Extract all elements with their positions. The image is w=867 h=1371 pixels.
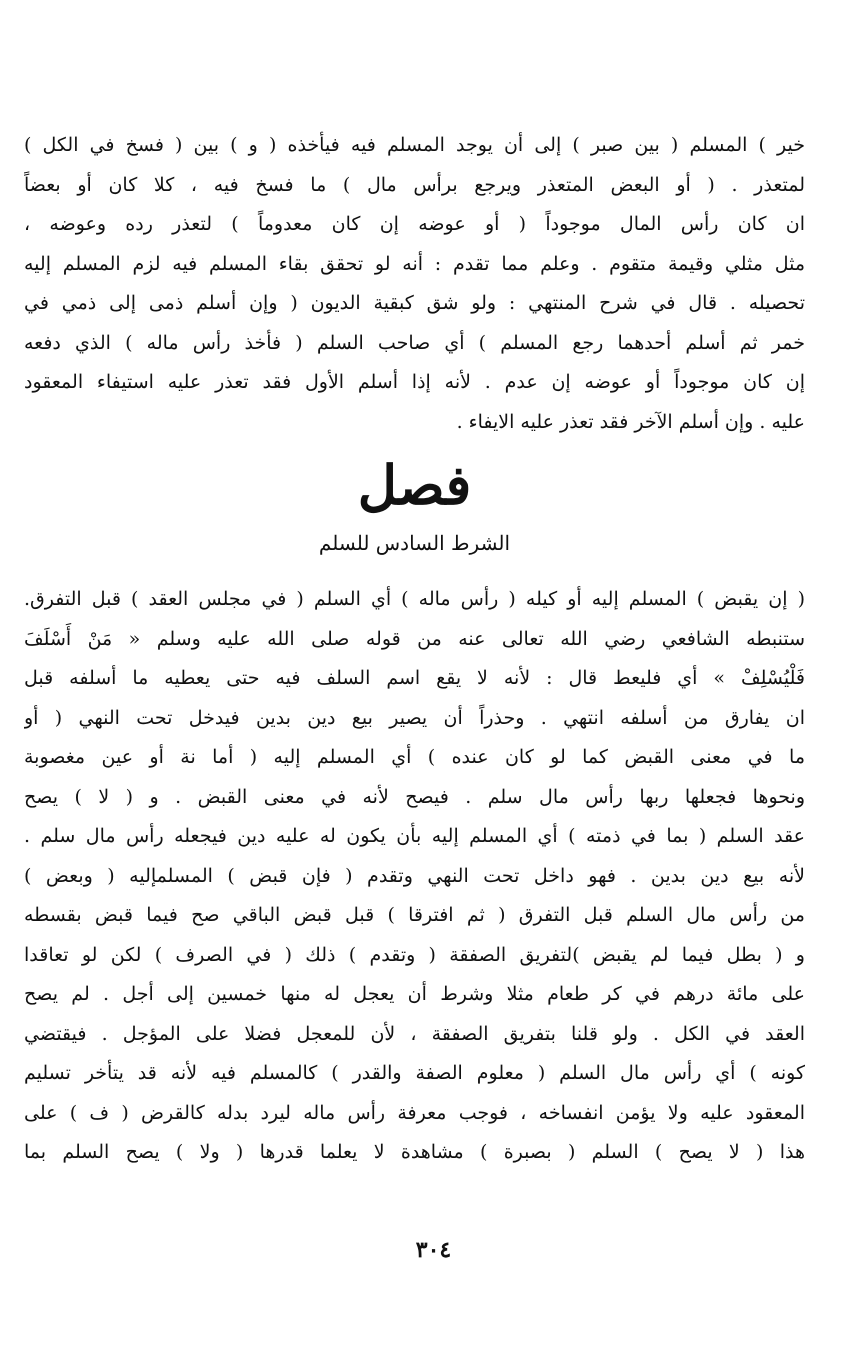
text-line: تحصيله . قال في شرح المنتهي : ولو شق كبقية الديون ( وإن أسلم ذمى إلى ذمي في [24,292,805,314]
text-line: ونحوها فجعلها ربها رأس مال سلم . فيصح لأنه في معنى القبض . و ( لا ) يصح [24,785,805,808]
text-line: لأنه بيع دين بدين . فهو داخل تحت النهي وتقدم ( فإن قبض ) المسلمإليه ( وبعض ) [24,864,805,887]
text-line: ان يفارق من أسلفه انتهي . وحذراً أن يصير بيع دين بدين فيدخل تحت النهي ( أو [24,706,805,729]
text-line: ان كان رأس المال موجوداً ( أو عوضه إن كان معدوماً ) لتعذر رده وعوضه ، [24,213,805,235]
paragraph-1 [24,126,805,442]
text-line: إن كان موجوداً أو عوضه إن عدم . لأنه إذا أسلم الأول فقد تعذر عليه استيفاء المعقود [24,371,805,393]
paragraph-2 [24,580,805,1173]
text-line: على مائة درهم في كر طعام مثلا وشرط أن يعجل له منها خمسين إلى أجل . لم يصح [24,983,805,1005]
text-line: لمتعذر . ( أو البعض المتعذر ويرجع برأس مال ) ما فسخ فيه ، كلا كان أو بعضاً [24,173,805,196]
text-line: من رأس مال السلم قبل التفرق ( ثم افترقا ) قبل قبض الباقي صح فيما قبض بقسطه [24,904,805,926]
text-line: عليه . وإن أسلم الآخر فقد تعذر عليه الايفاء . [456,410,805,433]
page-number: ٣٠٤ [415,1237,452,1263]
text-line: فَلْيُسْلِفْ » أي فليعط قال : لأنه لا يقع اسم السلف فيه حتى يعطيه ما أسلفه قبل [24,667,805,689]
text-line: و ( بطل فيما لم يقبض )لتفريق الصفقة ( وتقدم ) ذلك ( في الصرف ) لكن لو تعاقدا [24,943,805,966]
text-line: المعقود عليه ولا يؤمن انفساخه ، فوجب معرفة رأس ماله ليرد بدله كالقرض ( ف ) على [24,1101,805,1124]
text-line: كونه ) أي رأس مال السلم ( معلوم الصفة والقدر ) كالمسلم فيه لأنه قد يتأخر تسليم [24,1062,805,1084]
text-line: ما في معنى القبض كما لو كان عنده ) أي المسلم إليه ( أما نة أو عين مغصوبة [24,746,805,768]
text-line: مثل مثلي وقيمة متقوم . وعلم مما تقدم : أنه لو تحقق بقاء المسلم فيه لزم المسلم إليه [24,252,805,275]
text-line: ( إن يقبض ) المسلم إليه أو كيله ( رأس ماله ) أي السلم ( في مجلس العقد ) قبل التفرق. [24,588,805,610]
text-line: عقد السلم ( بما في ذمته ) أي المسلم إليه بأن يكون له عليه دين فيجعله رأس مال سلم . [24,825,805,847]
text-line: العقد في الكل . ولو قلنا بتفريق الصفقة ، لأن للمعجل فضلا على المؤجل . فيقتضي [24,1022,805,1045]
text-line: خير ) المسلم ( بين صبر ) إلى أن يوجد المسلم فيه فيأخذه ( و ) بين ( فسخ في الكل ) [24,134,805,156]
text-line: هذا ( لا يصح ) السلم ( بصبرة ) مشاهدة لا يعلما قدرها ( ولا ) يصح السلم بما [24,1141,805,1163]
text-line: خمر ثم أسلم أحدهما رجع المسلم ) أي صاحب السلم ( فأخذ رأس ماله ) الذي دفعه [24,331,805,354]
section-subtitle: الشرط السادس للسلم [318,531,511,555]
section-heading: فصل [357,453,472,517]
text-line: ستنبطه الشافعي رضي الله تعالى عنه من قوله صلى الله عليه وسلم « مَنْ أَسْلَفَ [24,627,805,650]
